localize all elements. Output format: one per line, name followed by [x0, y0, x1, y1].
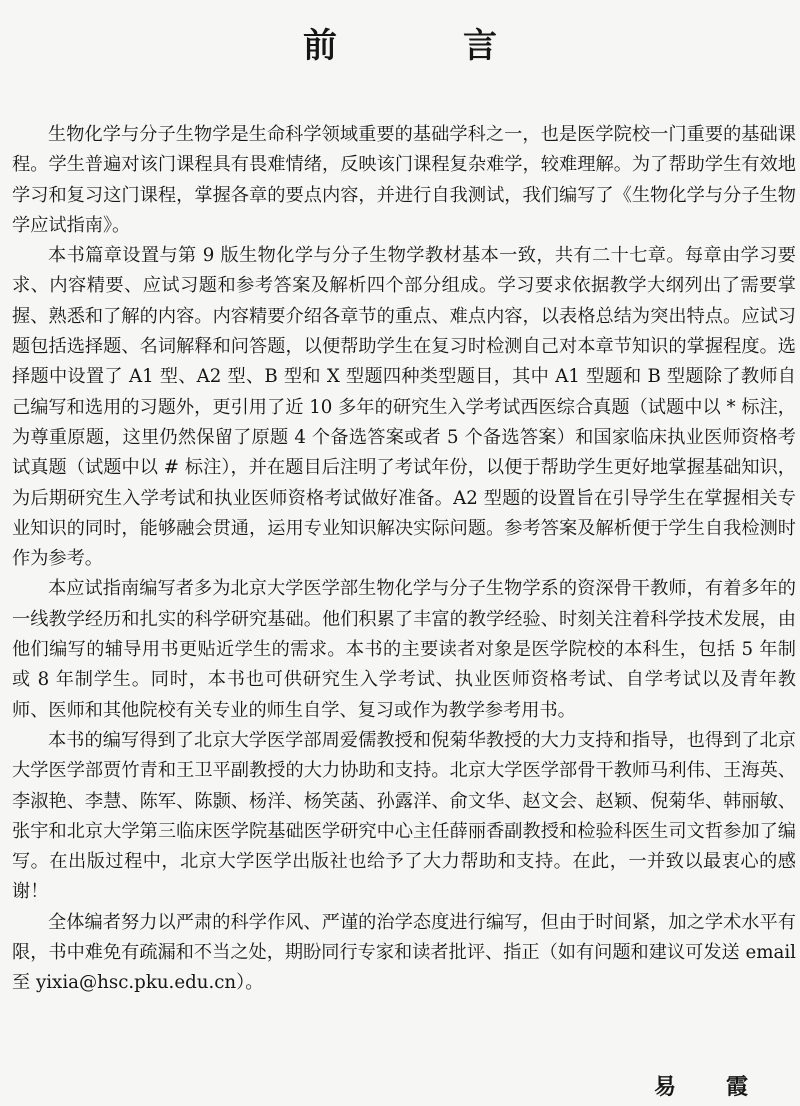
- paragraph-intro: 生物化学与分子生物学是生命科学领域重要的基础学科之一，也是医学院校一门重要的基础课程。学生普遍对该门课程具有畏难情绪，反映该门课程复杂难学，较难理解。为了帮助学生有效地学习和复习这门课程，掌握各章的要点内容，并进行自我测试，我们编写了《生物化学与分子生物学应试指南》。: [12, 124, 796, 236]
- paragraph-acknowledgements: 本书的编写得到了北京大学医学部周爱儒教授和倪菊华教授的大力支持和指导，也得到了北京大学医学部贾竹青和王卫平副教授的大力协助和支持。北京大学医学部骨干教师马利伟、王海英、李淑艳、李慧、陈军、陈颢、杨洋、杨笑菡、孙露洋、俞文华、赵文会、赵颖、倪菊华、韩丽敏、张宇和北京大学第三临床医学院基础医学研究中心主任薛丽香副教授和检验科医生司文哲参加了编写。在出版过程中，北京大学医学出版社也给予了大力帮助和支持。在此，一并致以最衷心的感谢！: [12, 729, 796, 903]
- paragraph-structure: 本书篇章设置与第 9 版生物化学与分子生物学教材基本一致，共有二十七章。每章由学习要求、内容精要、应试习题和参考答案及解析四个部分组成。学习要求依据教学大纲列出了需要掌握、熟悉和了解的内容。内容精要介绍各章节的重点、难点内容，以表格总结为突出特点。应试习题包括选择题、名词解释和问答题，以便帮助学生在复习时检测自己对本章节知识的掌握程度。选择题中设置了 A1 型、A2 型、B 型和 X 型题四种类型题目，其中 A1 型题和 B 型题除了教师自己编写和选用的习题外，更引用了近 10 多年的研究生入学考试西医综合真题（试题中以 * 标注，为尊重原题，这里仍然保留了原题 4 个备选答案或者 5 个备选答案）和国家临床执业医师资格考试真题（试题中以 # 标注），并在题目后注明了考试年份，以便于帮助学生更好地掌握基础知识，为后期研究生入学考试和执业医师资格考试做好准备。A2 型题的设置旨在引导学生在掌握相关专业知识的同时，能够融会贯通，运用专业知识解决实际问题。参考答案及解析便于学生自我检测时作为参考。: [12, 245, 796, 570]
- author-signature: 易 霞: [653, 1074, 762, 1100]
- page-title: 前 言: [303, 26, 543, 66]
- paragraph-authors: 本应试指南编写者多为北京大学医学部生物化学与分子生物学系的资深骨干教师，有着多年的一线教学经历和扎实的科学研究基础。他们积累了丰富的教学经验、时刻关注着科学技术发展，由他们编写的辅导用书更贴近学生的需求。本书的主要读者对象是医学院校的本科生，包括 5 年制或 8 年制学生。同时，本书也可供研究生入学考试、执业医师资格考试、自学考试以及青年教师、医师和其他院校有关专业的师生自学、复习或作为教学参考用书。: [12, 578, 796, 721]
- paragraph-closing: 全体编者努力以严肃的科学作风、严谨的治学态度进行编写，但由于时间紧，加之学术水平有限，书中难免有疏漏和不当之处，期盼同行专家和读者批评、指正（如有问题和建议可发送 email 至 yixia@hsc.pku.edu.cn）。: [12, 911, 796, 994]
- preface-body: [12, 120, 796, 999]
